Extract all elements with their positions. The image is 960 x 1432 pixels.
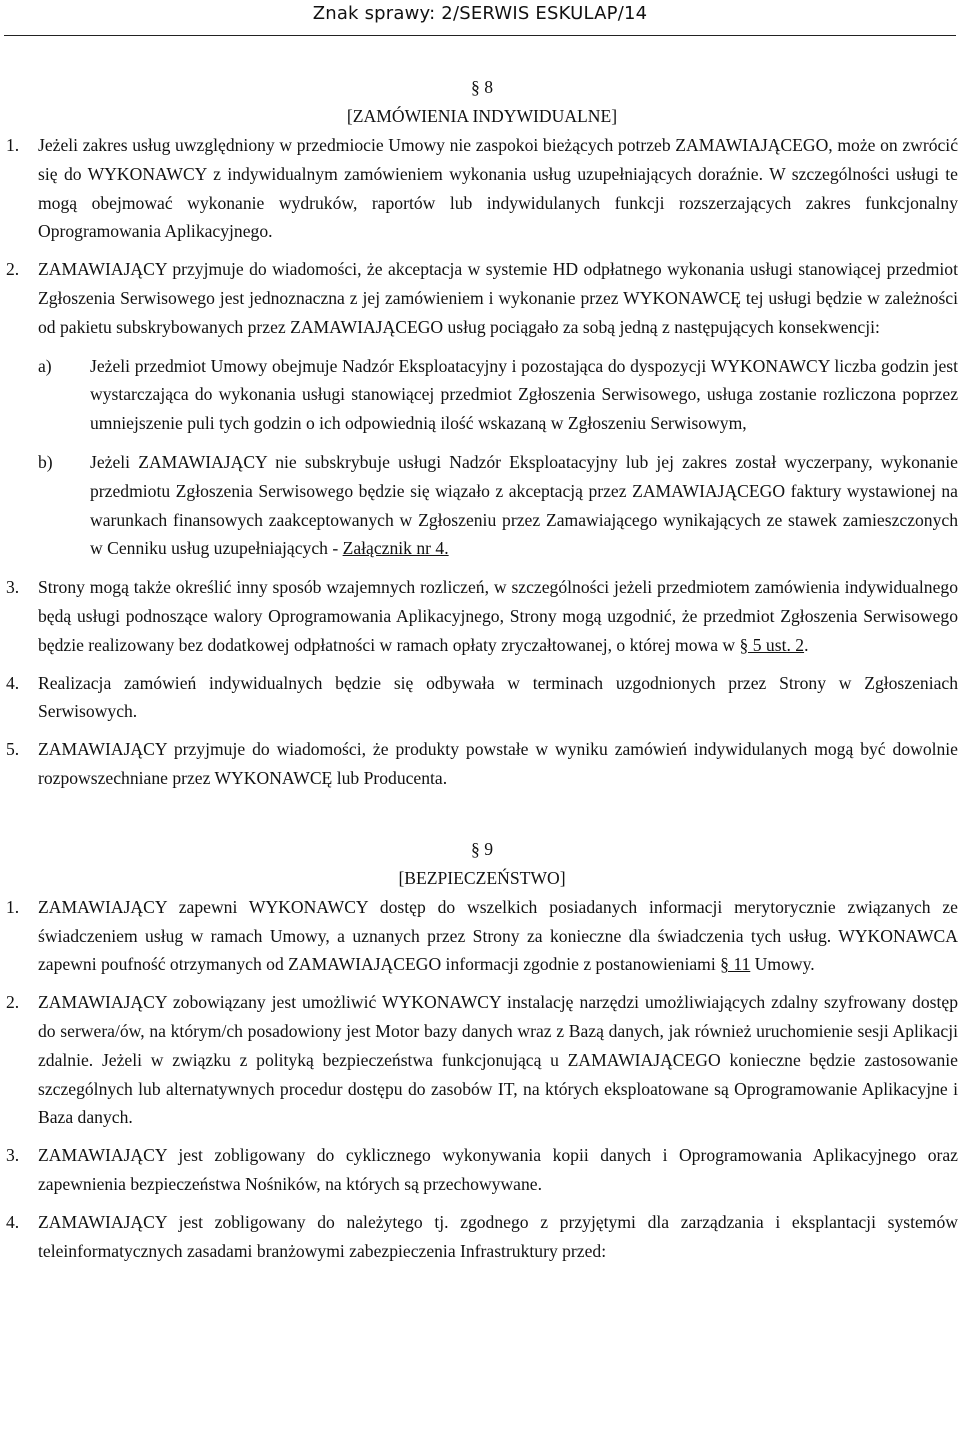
s9-p2-number: 2. bbox=[6, 992, 20, 1013]
s8-p4-text: Realizacja zamówień indywidualnych będzie się odbywała w terminach uzgodnionych przez Strony w Zgłoszeniach Serwisowych. bbox=[38, 672, 958, 722]
s8-p5-number: 5. bbox=[6, 739, 20, 760]
s8-p2a-letter: a) bbox=[38, 355, 52, 376]
attachment-4-reference: Załącznik nr 4. bbox=[342, 538, 449, 559]
s8-p2-item-a bbox=[38, 352, 958, 438]
s8-p2-number: 2. bbox=[6, 259, 20, 280]
section-11-reference: § 11 bbox=[720, 954, 751, 975]
section-9-number: § 9 bbox=[471, 838, 493, 859]
section-8-title: [ZAMÓWIENIA INDYWIDUALNE] bbox=[346, 106, 618, 126]
s8-paragraph-1 bbox=[6, 131, 958, 246]
section-9-title: [BEZPIECZEŃSTWO] bbox=[398, 867, 566, 888]
s9-p3-text: ZAMAWIAJĄCY jest zobligowany do cyklicznego wykonywania kopii danych i Oprogramowania Aplikacyjnego oraz zapewnienia bezpieczeństwa Nośników, na których są przechowywane. bbox=[38, 1145, 958, 1194]
s8-paragraph-4 bbox=[6, 669, 958, 727]
s9-p1-text bbox=[38, 893, 958, 979]
s8-paragraph-3 bbox=[6, 573, 958, 659]
case-reference: Znak sprawy: 2/SERWIS ESKULAP/14 bbox=[312, 3, 648, 24]
s8-paragraph-5 bbox=[6, 735, 958, 793]
s8-p3-number: 3. bbox=[6, 577, 20, 598]
s9-paragraph-4 bbox=[6, 1208, 958, 1266]
section-8-number: § 8 bbox=[471, 77, 493, 97]
s8-p1-text: Jeżeli zakres usług uwzględniony w przedmiocie Umowy nie zaspokoi bieżących potrzeb ZAMAWIAJĄCEGO, może on zwrócić się do WYKONAWCY z indywidualnym zamówieniem wykonania usług uzupełniających doraźnie. W szczególności usługi te mogą obejmować wykonanie wydruków, raportów lub indywidulanych funkcji rozszerzających zakres funkcjonalny Oprogramowania Aplikacyjnego. bbox=[38, 135, 958, 242]
s9-paragraph-3 bbox=[6, 1141, 958, 1199]
s8-p2-item-b bbox=[38, 448, 958, 563]
s9-p1-end: Umowy. bbox=[750, 954, 815, 975]
s8-p2b-letter: b) bbox=[38, 451, 53, 472]
s8-p4-number: 4. bbox=[6, 672, 20, 693]
section-9-heading bbox=[6, 835, 958, 893]
s9-paragraph-2 bbox=[6, 988, 958, 1132]
s9-paragraph-1 bbox=[6, 893, 958, 979]
s8-p2b-body: Jeżeli ZAMAWIAJĄCY nie subskrybuje usługi Nadzór Eksploatacyjny lub jej zakres został wyczerpany, wykonanie przedmiotu Zgłoszenia Serwisowego będzie się wiązało z akceptacją przez ZAMAWIAJĄCEGO faktury wystawionej na warunkach finansowych zaakceptowanych w Zgłoszeniu przez Zamawiającego wynikających ze stawek zamieszczonych w Cenniku usług uzupełniających - bbox=[90, 451, 958, 559]
s9-p4-text: ZAMAWIAJĄCY jest zobligowany do należytego tj. zgodnego z przyjętymi dla zarządzania i eksplantacji systemów teleinformatycznych zasadami branżowymi zabezpieczenia Infrastruktury przed: bbox=[38, 1211, 958, 1261]
s8-p2-text: ZAMAWIAJĄCY przyjmuje do wiadomości, że akceptacja w systemie HD odpłatnego wykonania usługi stanowiącej przedmiot Zgłoszenia Serwisowego jest jednoznaczna z jej zamówieniem i wykonanie przez WYKONAWCĘ tej usługi będzie w zależności od pakietu subskrybowanych przez ZAMAWIAJĄCEGO usług pociągało za sobą jedną z następujących konsekwencji: bbox=[38, 259, 958, 337]
header-divider bbox=[4, 35, 956, 36]
s9-p1-number: 1. bbox=[6, 896, 20, 917]
s8-p2b-text bbox=[90, 448, 958, 563]
s8-p1-number: 1. bbox=[6, 135, 20, 155]
s8-p5-text: ZAMAWIAJĄCY przyjmuje do wiadomości, że produkty powstałe w wyniku zamówień indywidulanych mogą być dowolnie rozpowszechniane przez WYKONAWCĘ lub Producenta. bbox=[38, 739, 958, 788]
s9-p3-number: 3. bbox=[6, 1145, 20, 1166]
document-header bbox=[0, 0, 960, 44]
s8-p3-text bbox=[38, 573, 958, 659]
section-8-heading bbox=[6, 73, 958, 131]
section-5-reference: § 5 ust. 2 bbox=[739, 634, 805, 655]
s8-p2a-text: Jeżeli przedmiot Umowy obejmuje Nadzór Eksploatacyjny i pozostająca do dyspozycji WYKONAWCY liczba godzin jest wystarczająca do wykonania usługi stanowiącej przedmiot Zgłoszenia Serwisowego, usługa zostanie rozliczona poprzez umniejszenie puli tych godzin o ich odpowiednią ilość wskazaną w Zgłoszeniu Serwisowym, bbox=[90, 355, 958, 434]
s8-paragraph-2 bbox=[6, 255, 958, 341]
s8-p3-end: . bbox=[804, 634, 809, 655]
s9-p2-text: ZAMAWIAJĄCY zobowiązany jest umożliwić WYKONAWCY instalację narzędzi umożliwiających zdalny szyfrowany dostęp do serwera/ów, na którym/ch posadowiony jest Motor bazy danych wraz z Bazą danych, jak również uruchomienie sesji Aplikacji zdalnie. Jeżeli w związku z polityką bezpieczeństwa funkcjonującą u ZAMAWIAJĄCEGO konieczne będzie zastosowanie szczególnych lub alternatywnych procedur dostępu do zasobów IT, na których eksploatowane są Oprogramowanie Aplikacyjne i Baza danych. bbox=[38, 992, 958, 1128]
document-body bbox=[6, 73, 958, 1265]
s9-p4-number: 4. bbox=[6, 1211, 20, 1232]
s8-p3-body: Strony mogą także określić inny sposób wzajemnych rozliczeń, w szczególności jeżeli przedmiotem zamówienia indywidualnego będą usługi podnoszące walory Oprogramowania Aplikacyjnego, Strony mogą uzgodnić, że przedmiot Zgłoszenia Serwisowego będzie realizowany bez dodatkowej odpłatności w ramach opłaty zryczałtowanej, o której mowa w bbox=[38, 577, 958, 655]
s9-p1-body: ZAMAWIAJĄCY zapewni WYKONAWCY dostęp do wszelkich posiadanych informacji merytorycznie związanych ze świadczeniem usług w ramach Umowy, a uznanych przez Strony za konieczne dla świadczenia tych usług. WYKONAWCA zapewni poufność otrzymanych od ZAMAWIAJĄCEGO informacji zgodnie z postanowieniami bbox=[38, 896, 958, 975]
